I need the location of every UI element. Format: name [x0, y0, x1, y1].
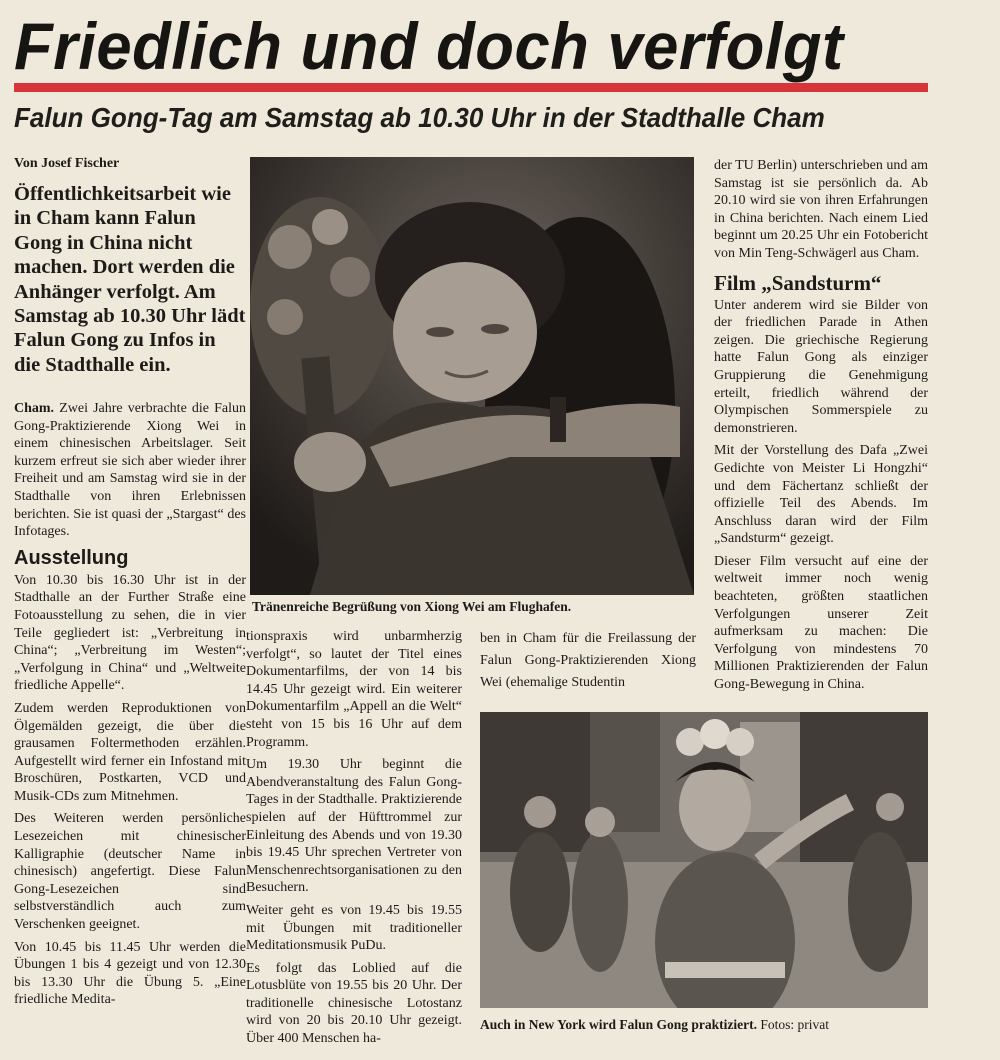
col2-paragraph-1: tionspraxis wird unbarmherzig verfolgt“, so lautet der Titel eines Dokumentarfilms, der von 14 bis 14.45 Uhr gezeigt wird. Ein weiterer Dokumentarfilm „Appell an die Welt“ steht von 15 bis 16 Uhr auf dem Programm. [246, 629, 462, 750]
subheadline: Falun Gong-Tag am Samstag ab 10.30 Uhr in der Stadthalle Cham [14, 102, 825, 133]
photo-new-york-caption [480, 1016, 829, 1033]
column-3 [480, 628, 696, 694]
photo-airport-caption: Tränenreiche Begrüßung von Xiong Wei am Flughafen. [252, 599, 572, 614]
column-4 [714, 157, 928, 694]
col1-paragraph-3: Zudem werden Reproduktionen von Ölgemälden gezeigt, die über die grausamen Foltermethoden erzählen. Aufgestellt wird ferner ein Infostand mit Broschüren, Postkarten, VCD und Musik-CDs zum Mitnehmen. [14, 700, 246, 804]
photo-airport-greeting [250, 157, 694, 595]
col2-paragraph-4: Es folgt das Loblied auf die Lotusblüte von 19.55 bis 20 Uhr. Der traditionelle chinesische Lotostanz wird von 20 bis 20.10 Uhr gezeigt. Über 400 Menschen ha- [246, 960, 462, 1047]
col1-paragraph-5: Von 10.45 bis 11.45 Uhr werden die Übungen 1 bis 4 gezeigt und von 12.30 bis 13.30 Uhr die Übung 5. „Eine friedliche Medita- [14, 939, 246, 1008]
col2-paragraph-2: Um 19.30 Uhr beginnt die Abendveranstaltung des Falun Gong-Tages in der Stadthalle. Praktizierende spielen auf der Hüfttrommel zur Einleitung des Abends und von 19.30 bis 19.45 Uhr sprechen Vertreter von Menschenrechtsorganisationen zu den Besuchern. [246, 757, 462, 896]
photo-new-york-parade-image [480, 712, 928, 1008]
byline: Von Josef Fischer [14, 156, 120, 171]
photo-credit: Fotos: privat [760, 1017, 830, 1032]
col1-paragraph-4: Des Weiteren werden persönliche Lesezeichen mit chinesischer Kalligraphie (deutscher Name in chinesisch) angefertigt. Diese Falun Gong-Lesezeichen sind selbstverständlich auch zum Verschenken geeignet. [14, 811, 246, 933]
col1-paragraph-2: Von 10.30 bis 16.30 Uhr ist in der Stadthalle an der Further Straße eine Fotoausstellung zu sehen, die in vier Teile gegliedert ist: „Verbreitung in China“; „Verbreitung im Westen“; „Verfolgung in China“ und „Weltweite friedliche Appelle“. [14, 572, 246, 694]
column-2 [246, 628, 462, 1048]
photo-new-york-caption-text: Auch in New York wird Falun Gong praktiziert. [480, 1017, 758, 1032]
section-title-ausstellung: Ausstellung [14, 546, 129, 569]
col3-paragraph-1: ben in Cham für die Freilassung der Falun Gong-Praktizierenden Xiong Wei (ehemalige Studentin [480, 631, 696, 690]
headline: Friedlich und doch verfolgt [14, 9, 844, 83]
col1-p1-text: Zwei Jahre verbrachte die Falun Gong-Praktizierende Xiong Wei in einem chinesischen Arbeitslager. Seit kurzem erfreut sie sich aber wieder ihrer Freiheit und am Samstag wird sie in der Stadthalle von ihren Erlebnissen berichten. Sie ist quasi der „Stargast“ des Infotages. [14, 401, 247, 540]
dateline: Cham. [14, 401, 55, 416]
col4-paragraph-3: Mit der Vorstellung des Dafa „Zwei Gedichte von Meister Li Hongzhi“ und dem Fächertanz schließt der offizielle Teil des Abends. Im Anschluss daran wird der Film „Sandsturm“ gezeigt. [714, 443, 928, 547]
intro-paragraph: Öffentlichkeitsarbeit wie in Cham kann Falun Gong in China nicht machen. Dort werden die Anhänger verfolgt. Am Samstag ab 10.30 Uhr lädt Falun Gong zu Infos in die Stadthalle ein. [14, 183, 246, 376]
section-title-film: Film „Sandsturm“ [714, 270, 882, 295]
col1-paragraph-1 [14, 400, 246, 541]
photo-new-york-parade [480, 712, 928, 1008]
col4-paragraph-1: der TU Berlin) unterschrieben und am Samstag ist sie persönlich da. Ab 20.10 wird sie von ihren Erfahrungen in China berichten. Nach einem Lied beginnt um 20.25 Uhr ein Fotobericht von Min Teng-Schwägerl aus Cham. [714, 158, 928, 261]
col2-paragraph-3: Weiter geht es von 19.45 bis 19.55 mit Übungen mit traditioneller Meditationsmusik PuDu. [246, 902, 462, 954]
col4-paragraph-4: Dieser Film versucht auf eine der weltweit immer noch wenig beachteten, größten staatlichen Verfolgungen unserer Zeit aufmerksam zu machen: Die Verfolgung von mindestens 70 Millionen Praktizierenden der Falun Gong-Bewegung in China. [714, 553, 928, 693]
column-1 [14, 400, 246, 1009]
photo-airport-greeting-image [250, 157, 694, 595]
headline-underline [14, 83, 928, 92]
col4-paragraph-2: Unter anderem wird sie Bilder von der friedlichen Parade in Athen zeigen. Die griechische Regierung hatte Falun Gong als einziger Gruppierung die Genehmigung erteilt, friedlich während der Olympischen Sommerspiele zu demonstrieren. [714, 297, 928, 436]
